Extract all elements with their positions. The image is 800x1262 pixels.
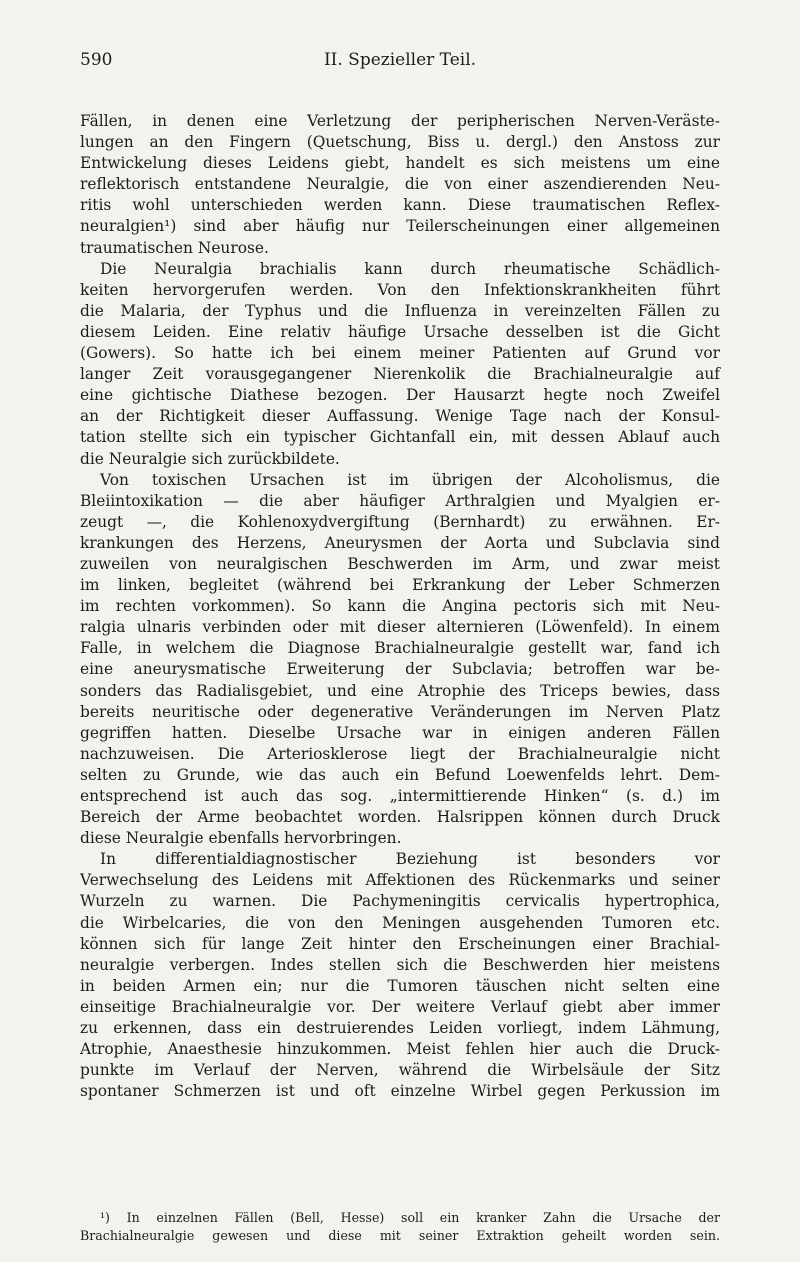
text-line: selten zu Grunde, wie das auch ein Befund Loewenfelds lehrt. Dem- bbox=[80, 765, 720, 784]
text-line: Falle, in welchem die Diagnose Brachialneuralgie gestellt war, fand ich bbox=[80, 639, 720, 658]
text-line: Verwechselung des Leidens mit Affektionen des Rückenmarks und seiner bbox=[80, 871, 720, 890]
text-line: ritis wohl unterschieden werden kann. Diese traumatischen Reflex- bbox=[80, 196, 720, 215]
footnote bbox=[80, 1209, 720, 1245]
text-line: entsprechend ist auch das sog. „intermittierende Hinken“ (s. d.) im bbox=[80, 787, 720, 805]
body-text bbox=[80, 111, 720, 1102]
text-line: die Wirbelcaries, die von den Meningen ausgehenden Tumoren etc. bbox=[80, 913, 720, 932]
text-line: punkte im Verlauf der Nerven, während die Wirbelsäule der Sitz bbox=[80, 1061, 720, 1080]
page-header bbox=[80, 50, 720, 78]
running-head: II. Spezieller Teil. bbox=[323, 50, 477, 70]
footnote-line: ¹) In einzelnen Fällen (Bell, Hesse) soll ein kranker Zahn die Ursache der bbox=[100, 1210, 720, 1225]
text-line: spontaner Schmerzen ist und oft einzelne Wirbel gegen Perkussion im bbox=[80, 1082, 720, 1101]
text-line: im rechten vorkommen). So kann die Angina pectoris sich mit Neu- bbox=[80, 597, 720, 616]
text-line: können sich für lange Zeit hinter den Erscheinungen einer Brachial- bbox=[80, 934, 720, 953]
text-line: Die Neuralgia brachialis kann durch rheumatische Schädlich- bbox=[100, 259, 720, 278]
text-line: bereits neuritische oder degenerative Veränderungen im Nerven Platz bbox=[80, 702, 720, 721]
text-line: gegriffen hatten. Dieselbe Ursache war in einigen anderen Fällen bbox=[80, 723, 720, 742]
text-line: Bereich der Arme beobachtet worden. Halsrippen können durch Druck bbox=[80, 808, 720, 827]
text-line: neuralgie verbergen. Indes stellen sich die Beschwerden hier meistens bbox=[80, 955, 720, 974]
text-line: an der Richtigkeit dieser Auffassung. Wenige Tage nach der Konsul- bbox=[80, 407, 720, 426]
text-line: Bleiintoxikation — die aber häufiger Arthralgien und Myalgien er- bbox=[80, 491, 720, 510]
text-line: neuralgien¹) sind aber häufig nur Teilerscheinungen einer allgemeinen bbox=[80, 217, 720, 236]
text-line: Entwickelung dieses Leidens giebt, handelt es sich meistens um eine bbox=[80, 154, 720, 173]
text-line: sonders das Radialisgebiet, und eine Atrophie des Triceps bewies, dass bbox=[80, 681, 720, 700]
text-line: Von toxischen Ursachen ist im übrigen der Alcoholismus, die bbox=[100, 470, 720, 489]
text-line: krankungen des Herzens, Aneurysmen der Aorta und Subclavia sind bbox=[80, 533, 720, 552]
text-line: zeugt —, die Kohlenoxydvergiftung (Bernhardt) zu erwähnen. Er- bbox=[80, 512, 720, 531]
text-line: diesem Leiden. Eine relativ häufige Ursache desselben ist die Gicht bbox=[80, 322, 720, 341]
text-line: diese Neuralgie ebenfalls hervorbringen. bbox=[80, 829, 402, 848]
footnote-line: Brachialneuralgie gewesen und diese mit seiner Extraktion geheilt worden sein. bbox=[80, 1228, 720, 1243]
text-line: langer Zeit vorausgegangener Nierenkolik die Brachialneuralgie auf bbox=[80, 365, 720, 384]
text-line: reflektorisch entstandene Neuralgie, die von einer aszendierenden Neu- bbox=[80, 175, 720, 194]
text-line: traumatischen Neurose. bbox=[80, 238, 269, 257]
text-line: Atrophie, Anaesthesie hinzukommen. Meist fehlen hier auch die Druck- bbox=[80, 1040, 720, 1059]
text-line: die Malaria, der Typhus und die Influenza in vereinzelten Fällen zu bbox=[80, 301, 720, 320]
text-line: im linken, begleitet (während bei Erkrankung der Leber Schmerzen bbox=[80, 576, 720, 595]
text-line: In differentialdiagnostischer Beziehung ist besonders vor bbox=[100, 850, 720, 869]
text-line: eine aneurysmatische Erweiterung der Subclavia; betroffen war be- bbox=[80, 660, 720, 679]
text-line: die Neuralgie sich zurückbildete. bbox=[80, 449, 340, 468]
text-line: lungen an den Fingern (Quetschung, Biss u. dergl.) den Anstoss zur bbox=[80, 133, 720, 152]
text-line: Fällen, in denen eine Verletzung der peripherischen Nerven-Veräste- bbox=[80, 112, 720, 130]
text-line: nachzuweisen. Die Arteriosklerose liegt der Brachialneuralgie nicht bbox=[80, 744, 720, 763]
text-line: tation stellte sich ein typischer Gichtanfall ein, mit dessen Ablauf auch bbox=[80, 428, 720, 447]
text-line: zu erkennen, dass ein destruierendes Leiden vorliegt, indem Lähmung, bbox=[80, 1019, 720, 1038]
text-line: Wurzeln zu warnen. Die Pachymeningitis cervicalis hypertrophica, bbox=[80, 892, 720, 911]
page-number: 590 bbox=[80, 50, 113, 70]
text-line: ralgia ulnaris verbinden oder mit dieser alternieren (Löwenfeld). In einem bbox=[80, 618, 720, 637]
text-line: in beiden Armen ein; nur die Tumoren täuschen nicht selten eine bbox=[80, 976, 720, 995]
text-line: einseitige Brachialneuralgie vor. Der weitere Verlauf giebt aber immer bbox=[80, 997, 720, 1016]
text-line: eine gichtische Diathese bezogen. Der Hausarzt hegte noch Zweifel bbox=[80, 386, 720, 405]
text-line: keiten hervorgerufen werden. Von den Infektionskrankheiten führt bbox=[80, 280, 720, 299]
text-line: zuweilen von neuralgischen Beschwerden im Arm, und zwar meist bbox=[80, 554, 720, 573]
text-line: (Gowers). So hatte ich bei einem meiner Patienten auf Grund vor bbox=[80, 344, 720, 363]
